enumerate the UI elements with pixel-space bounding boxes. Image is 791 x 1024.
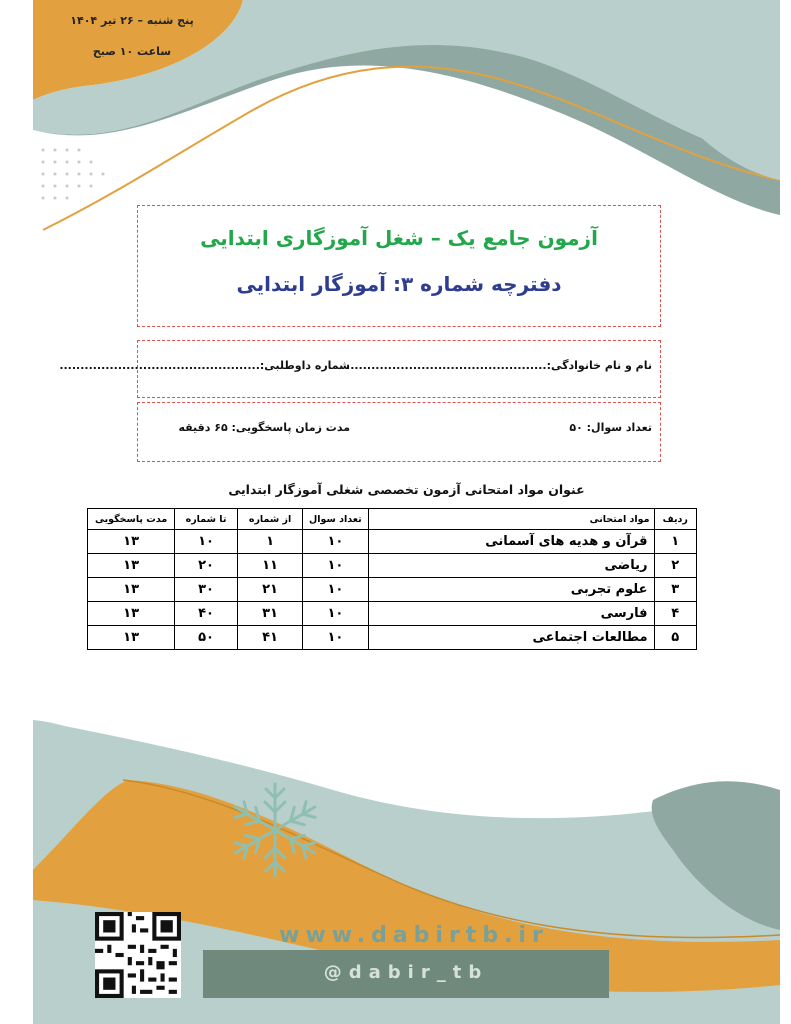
header-subject: مواد امتحانی — [368, 509, 654, 530]
subject-name: ریاضی — [368, 554, 654, 578]
from-number-cell: ۴۱ — [237, 626, 302, 650]
row-number: ۲ — [654, 554, 697, 578]
exam-title: آزمون جامع یک – شغل آموزگاری ابتدایی — [200, 226, 598, 250]
from-number-cell: ۳۱ — [237, 602, 302, 626]
website-link[interactable]: www.dabirtb.ir — [279, 923, 549, 948]
from-number-cell: ۱ — [237, 530, 302, 554]
duration-cell: ۱۳ — [88, 578, 175, 602]
qr-code-icon[interactable] — [95, 912, 181, 998]
question-count-cell: ۱۰ — [303, 554, 368, 578]
to-number-cell: ۵۰ — [175, 626, 238, 650]
header-from-number: از شماره — [237, 509, 302, 530]
name-field[interactable] — [346, 359, 652, 372]
table-row — [88, 530, 697, 554]
table-row — [88, 554, 697, 578]
row-number: ۱ — [654, 530, 697, 554]
answer-duration: مدت زمان پاسخگویی: ۶۵ دقیقه — [178, 421, 350, 434]
exam-datetime — [67, 14, 197, 76]
applicant-number-label: شماره داوطلبی: — [259, 359, 350, 372]
applicant-dots: ................................................ — [59, 359, 260, 372]
booklet-title: دفترچه شماره ۳: آموزگار ابتدایی — [236, 272, 562, 296]
header-question-count: تعداد سوال — [303, 509, 368, 530]
header-row-number: ردیف — [654, 509, 697, 530]
duration-cell: ۱۳ — [88, 554, 175, 578]
duration-cell: ۱۳ — [88, 626, 175, 650]
title-box — [137, 205, 661, 327]
table-header-row — [88, 509, 697, 530]
header-to-number: تا شماره — [175, 509, 238, 530]
social-handle[interactable]: @dabir_tb — [323, 962, 489, 983]
duration-cell: ۱۳ — [88, 530, 175, 554]
exam-date: پنج شنبه – ۲۶ تیر ۱۴۰۴ — [70, 14, 194, 27]
exam-info-box — [137, 402, 661, 462]
applicant-number-field[interactable] — [59, 359, 350, 372]
to-number-cell: ۴۰ — [175, 602, 238, 626]
table-title: عنوان مواد امتحانی آزمون تخصصی شغلی آموزگار ابتدایی — [228, 482, 585, 497]
candidate-info-box — [59, 340, 661, 398]
table-row — [88, 578, 697, 602]
snowflake-icon — [225, 780, 325, 880]
social-handle-bar — [203, 950, 609, 998]
exam-time: ساعت ۱۰ صبح — [92, 45, 172, 58]
subjects-table — [87, 508, 697, 650]
from-number-cell: ۲۱ — [237, 578, 302, 602]
question-count-cell: ۱۰ — [303, 626, 368, 650]
question-count-cell: ۱۰ — [303, 578, 368, 602]
subject-name: علوم تجربی — [368, 578, 654, 602]
question-count: تعداد سوال: ۵۰ — [569, 421, 652, 434]
to-number-cell: ۲۰ — [175, 554, 238, 578]
subject-name: قرآن و هدیه های آسمانی — [368, 530, 654, 554]
subject-name: مطالعات اجتماعی — [368, 626, 654, 650]
table-row — [88, 602, 697, 626]
header-duration: مدت پاسخگویی — [88, 509, 175, 530]
table-row — [88, 626, 697, 650]
duration-cell: ۱۳ — [88, 602, 175, 626]
question-count-cell: ۱۰ — [303, 602, 368, 626]
document-page — [33, 0, 780, 1024]
to-number-cell: ۱۰ — [175, 530, 238, 554]
name-dots: ................................................ — [346, 359, 547, 372]
from-number-cell: ۱۱ — [237, 554, 302, 578]
row-number: ۴ — [654, 602, 697, 626]
name-label: نام و نام خانوادگی: — [546, 359, 652, 372]
to-number-cell: ۳۰ — [175, 578, 238, 602]
row-number: ۵ — [654, 626, 697, 650]
subject-name: فارسی — [368, 602, 654, 626]
row-number: ۳ — [654, 578, 697, 602]
question-count-cell: ۱۰ — [303, 530, 368, 554]
